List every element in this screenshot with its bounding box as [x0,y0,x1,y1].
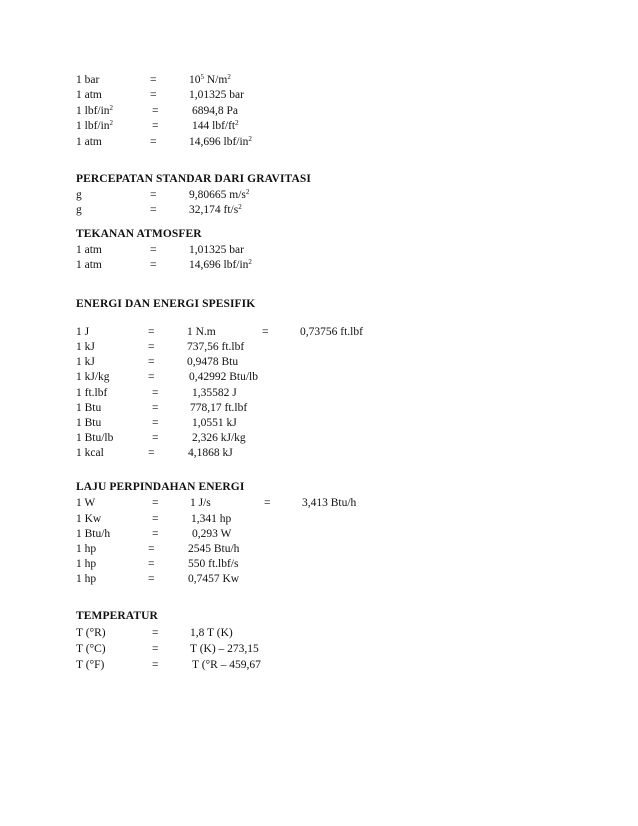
unit-value: 1,8 T (K) [190,627,233,639]
equals-sign: = [148,447,155,459]
unit-label: 1 ft.lbf [76,387,108,399]
equals-sign: = [152,387,159,399]
section-heading-atmosphere: TEKANAN ATMOSFER [76,228,202,240]
unit-value: 1,01325 bar [189,89,244,101]
section-heading-heat-rate: LAJU PERPINDAHAN ENERGI [76,481,245,493]
unit-label: 1 Btu [76,417,102,429]
unit-value: 4,1868 kJ [188,447,233,459]
unit-value: 144 lbf/$ft^2$ [192,119,239,132]
unit-value: 737,56 ft.lbf [187,341,245,353]
unit-value: 0,73756 ft.lbf [300,326,363,338]
equals-sign: = [152,497,159,509]
equals-sign: = [150,244,157,256]
unit-label: 1 atm [76,136,102,148]
unit-label: 1 kJ [76,356,95,368]
equals-sign: = [152,528,159,540]
unit-value: 1,0551 kJ [192,417,237,429]
section-heading-temperature: TEMPERATUR [76,610,158,622]
equals-sign: = [150,136,157,148]
equals-sign: = [152,659,159,671]
unit-label: 1 lbf/$in^2$ [76,104,114,117]
equals-sign: = [148,558,155,570]
equals-sign: = [152,402,159,414]
unit-value: 6894,8 Pa [192,105,238,117]
equals-sign: = [264,497,271,509]
equals-sign: = [150,89,157,101]
unit-label: 1 Btu/lb [76,432,114,444]
equals-sign: = [152,627,159,639]
equals-sign: = [152,432,159,444]
unit-value: 9,80665 $m/s^2$ [189,188,250,201]
unit-label: 1 J [76,326,90,338]
unit-value: T (K) – 273,15 [190,643,259,655]
unit-label: 1 Kw [76,513,102,525]
unit-value: $10^5$ $N/m^2$ [189,73,231,86]
unit-value: 778,17 ft.lbf [190,402,248,414]
equals-sign: = [148,371,155,383]
unit-label: 1 Btu/h [76,528,111,540]
equals-sign: = [152,120,159,132]
equals-sign: = [152,513,159,525]
unit-value: T (°R – 459,67 [192,659,261,671]
equals-sign: = [148,573,155,585]
equals-sign: = [150,189,157,201]
unit-label: g [76,204,82,216]
unit-label: T (°F) [76,659,105,671]
unit-value: 14,696 lbf/$in^2$ [189,258,252,271]
unit-label: 1 hp [76,558,97,570]
unit-label: 1 W [76,497,96,509]
unit-value: 0,42992 Btu/lb [189,371,259,383]
equals-sign: = [148,341,155,353]
unit-value: 1 J/s [190,497,211,509]
equals-sign: = [152,643,159,655]
unit-value: 1,35582 J [192,387,237,399]
equals-sign: = [152,417,159,429]
unit-value: 2545 Btu/h [188,543,240,555]
unit-label: 1 hp [76,573,97,585]
equals-sign: = [152,105,159,117]
unit-label: T (°R) [76,627,106,639]
unit-label: 1 atm [76,259,102,271]
unit-label: 1 bar [76,74,100,86]
unit-label: g [76,189,82,201]
unit-value: 1,01325 bar [189,244,244,256]
unit-label: 1 kJ/kg [76,371,110,383]
unit-value: 0,293 W [192,528,232,540]
unit-value: 3,413 Btu/h [302,497,357,509]
equals-sign: = [262,326,269,338]
equals-sign: = [150,204,157,216]
section-heading-energy: ENERGI DAN ENERGI SPESIFIK [76,298,256,310]
unit-label: T (°C) [76,643,106,655]
unit-value: 0,7457 Kw [188,573,240,585]
unit-label: 1 kcal [76,447,104,459]
unit-label: 1 hp [76,543,97,555]
unit-label: 1 Btu [76,402,102,414]
unit-value: 1,341 hp [191,513,232,525]
equals-sign: = [148,326,155,338]
unit-value: 32,174 $ft/s^2$ [189,203,242,216]
unit-value: 1 N.m [187,326,216,338]
unit-value: 550 ft.lbf/s [188,558,239,570]
unit-value: 2,326 kJ/kg [192,432,246,444]
unit-value: 14,696 lbf/$in^2$ [189,135,252,148]
equals-sign: = [148,356,155,368]
unit-label: 1 lbf/$in^2$ [76,119,114,132]
unit-value: 0,9478 Btu [187,356,239,368]
unit-label: 1 kJ [76,341,95,353]
equals-sign: = [148,543,155,555]
equals-sign: = [150,259,157,271]
section-heading-gravity: PERCEPATAN STANDAR DARI GRAVITASI [76,173,311,185]
unit-label: 1 atm [76,89,102,101]
unit-label: 1 atm [76,244,102,256]
equals-sign: = [150,74,157,86]
